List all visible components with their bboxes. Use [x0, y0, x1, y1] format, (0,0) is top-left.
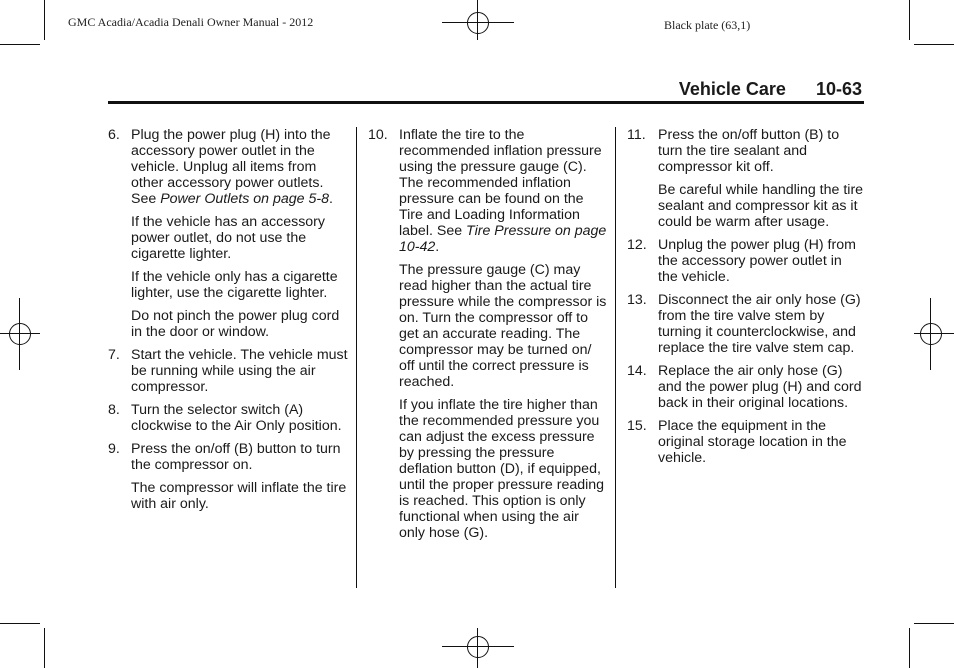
registration-mark-right — [910, 298, 954, 370]
registration-mark-top — [442, 0, 514, 48]
column-divider-1 — [356, 127, 357, 588]
step-number: 9. — [108, 441, 120, 457]
step-text: Unplug the power plug (H) from the accessory power outlet in the vehicle. — [658, 237, 856, 285]
step-15 — [627, 418, 865, 466]
step-text: Press the on/off button (B) to turn the tire sealant and compressor kit off. — [658, 127, 840, 175]
step-6-note-1: If the vehicle has an accessory power outlet, do not use the cigarette lighter. — [131, 214, 325, 262]
step-number: 13. — [627, 292, 647, 308]
cross-reference: Power Outlets on page 5-8 — [160, 191, 329, 207]
step-number: 11. — [627, 127, 646, 143]
step-10-note-2: If you inflate the tire higher than the recommended pressure you can adjust the excess pressure by pressing the pressure deflation button (D), if equipped, until the proper pressure reading is reached. This option is only functional when using the air only hose (G). — [399, 397, 605, 541]
step-text-end: . — [328, 191, 333, 207]
step-6 — [108, 127, 348, 207]
registration-mark-bottom — [442, 624, 514, 668]
registration-mark-left — [0, 298, 44, 370]
step-6-note-3: Do not pinch the power plug cord in the door or window. — [131, 308, 340, 340]
step-text: Replace the air only hose (G) and the power plug (H) and cord back in their original locations. — [658, 363, 862, 411]
step-10 — [368, 127, 608, 255]
step-text: Plug the power plug (H) into the accessory power outlet in the vehicle. Unplug all items from other accessory power outlets. See — [131, 127, 331, 207]
step-13 — [627, 292, 865, 356]
step-text: Start the vehicle. The vehicle must be running while using the air compressor. — [131, 347, 348, 395]
column-1 — [108, 127, 348, 519]
header-rule — [108, 101, 864, 104]
step-11 — [627, 127, 865, 175]
step-text: Disconnect the air only hose (G) from the tire valve stem by turning it counterclockwise, and replace the tire valve stem cap. — [658, 292, 861, 356]
step-text-end: . — [435, 239, 440, 255]
column-divider-2 — [615, 127, 616, 588]
step-7 — [108, 347, 348, 395]
step-number: 14. — [627, 363, 647, 379]
step-text: Turn the selector switch (A) clockwise to the Air Only position. — [131, 402, 342, 434]
step-12 — [627, 237, 865, 285]
step-9-note: The compressor will inflate the tire with air only. — [131, 480, 347, 512]
step-14 — [627, 363, 865, 411]
step-8 — [108, 402, 348, 434]
step-9 — [108, 441, 348, 473]
step-number: 15. — [627, 418, 647, 434]
print-job-label: GMC Acadia/Acadia Denali Owner Manual - 2012 — [68, 15, 314, 29]
page-number: 10-63 — [815, 79, 862, 99]
plate-label: Black plate (63,1) — [664, 18, 751, 32]
step-10-note-1: The pressure gauge (C) may read higher than the actual tire pressure while the compressor is on. Turn the compressor off to get an accurate reading. The compressor may be turned on/ off until the correct pressure is reached. — [399, 262, 607, 390]
step-number: 12. — [627, 237, 647, 253]
step-number: 7. — [108, 347, 120, 363]
column-2 — [368, 127, 608, 548]
step-number: 8. — [108, 402, 120, 418]
step-text: Place the equipment in the original storage location in the vehicle. — [658, 418, 847, 466]
step-6-note-2: If the vehicle only has a cigarette lighter, use the cigarette lighter. — [131, 269, 338, 301]
step-number: 10. — [368, 127, 388, 143]
cross-reference: Tire Pressure on page 10-42 — [399, 223, 607, 255]
step-text: Press the on/off (B) button to turn the compressor on. — [131, 441, 341, 473]
page-header — [679, 79, 862, 100]
step-text: Inflate the tire to the recommended inflation pressure using the pressure gauge (C). The recommended inflation pressure can be found on the Tire and Loading Information label. See — [399, 127, 602, 239]
step-11-note: Be careful while handling the tire sealant and compressor kit as it could be warm after usage. — [658, 182, 864, 230]
step-number: 6. — [108, 127, 120, 143]
column-3 — [627, 127, 865, 473]
section-title: Vehicle Care — [678, 79, 786, 99]
